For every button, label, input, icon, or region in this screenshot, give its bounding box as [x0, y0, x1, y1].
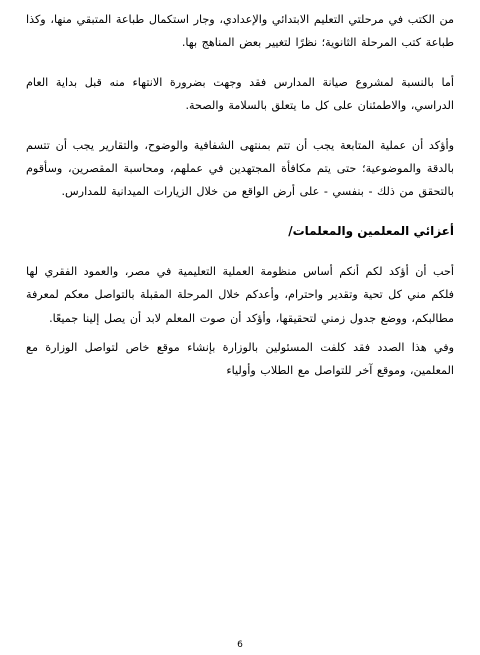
paragraph-3: وأؤكد أن عملية المتابعة يجب أن تتم بمنتهى الشفافية والوضوح، والتقارير يجب أن تتسم بالدقة والموضوعية؛ حتى يتم مكافأة المجتهدين في عملهم، ومحاسبة المقصرين، وسأقوم بالتحقق من ذلك - بنفسي - على أرض الواقع من خلال الزيارات الميدانية للمدارس.: [26, 138, 454, 199]
page-number: 6: [237, 640, 243, 650]
section-heading: أعزائي المعلمين والمعلمات/: [288, 223, 454, 238]
paragraph-2: أما بالنسبة لمشروع صيانة المدارس فقد وجهت بضرورة الانتهاء منه قبل بداية العام الدراسي، والاطمئنان على كل ما يتعلق بالسلامة والصحة.: [26, 75, 454, 113]
paragraph-4: أحب أن أؤكد لكم أنكم أساس منظومة العملية التعليمية في مصر، والعمود الفقري لها فلكم مني كل تحية وتقدير واحترام، وأعدكم خلال المرحلة المقبلة بالتواصل معكم لمعرفة مطالبكم، ووضع جدول زمني لتحقيقها، وأؤكد أن صوت المعلم لابد أن يصل إلينا جميعًا.: [26, 264, 454, 325]
paragraph-1: من الكتب في مرحلتي التعليم الابتدائي والإعدادي، وجار استكمال طباعة المتبقي منها، وكذا طباعة كتب المرحلة الثانوية؛ نظرًا لتغيير بعض المناهج بها.: [26, 13, 454, 50]
paragraph-5: وفي هذا الصدد فقد كلفت المسئولين بالوزارة بإنشاء موقع خاص لتواصل الوزارة مع المعلمين، وموقع آخر للتواصل مع الطلاب وأولياء: [26, 341, 454, 378]
